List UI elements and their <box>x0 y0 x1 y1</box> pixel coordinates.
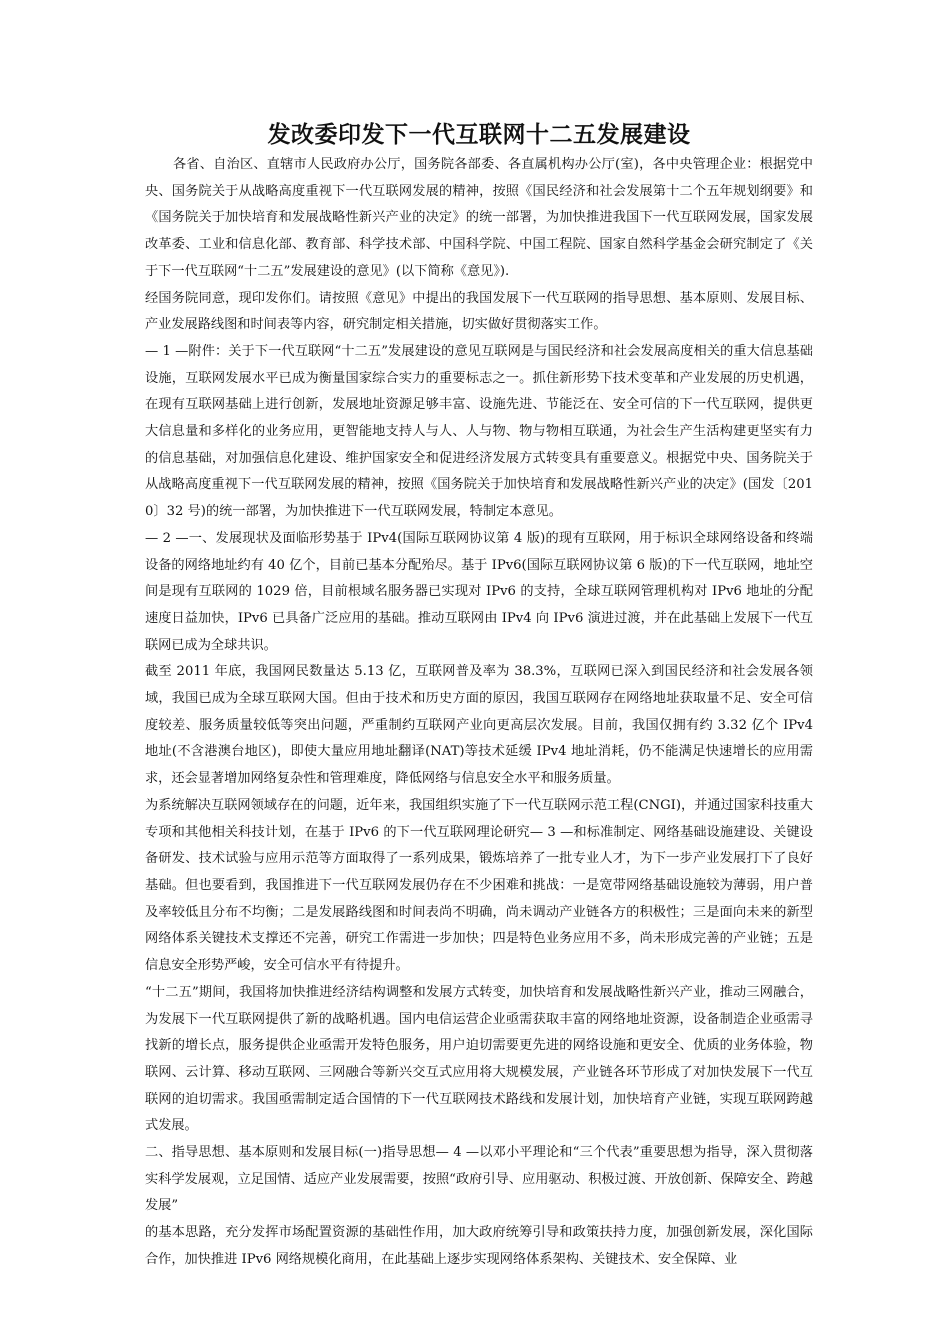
document-title: 发改委印发下一代互联网十二五发展建设 <box>267 122 691 148</box>
paragraph-attachment-intro: — 1 —附件：关于下一代互联网“十二五”发展建设的意见互联网是与国民经济和社会发展高度相关的重大信息基础设施，互联网发展水平已成为衡量国家综合实力的重要标志之一。抓住新形势下技术变革和产业发展的历史机遇，在现有互联网基础上进行创新，发展地址资源足够丰富、设施先进、节能泛在、安全可信的下一代互联网，提供更大信息量和多样化的业务应用，更智能地支持人与人、人与物、物与物相互联通，为社会生产生活构建更坚实有力的信息基础，对加强信息化建设、维护国家安全和促进经济发展方式转变具有重要意义。根据党中央、国务院关于从战略高度重视下一代互联网发展的精神，按照《国务院关于加快培育和发展战略性新兴产业的决定》(国发〔2010〕32 号)的统一部署，为加快推进下一代互联网发展，特制定本意见。 <box>145 343 813 520</box>
paragraph-opportunities: “十二五”期间，我国将加快推进经济结构调整和发展方式转变，加快培育和发展战略性新兴产业，推动三网融合，为发展下一代互联网提供了新的战略机遇。国内电信运营企业亟需获取丰富的网络地址资源，设备制造企业亟需寻找新的增长点，服务提供企业亟需开发特色服务，用户迫切需要更先进的网络设施和更安全、优质的业务体验，物联网、云计算、移动互联网、三网融合等新兴交互式应用将大规模发展，产业链各环节形成了对加快发展下一代互联网的迫切需求。我国亟需制定适合国情的下一代互联网技术路线和发展计划，加快培育产业链，实现互联网跨越式发展。 <box>145 984 813 1134</box>
paragraph-guiding-ideology: 二、指导思想、基本原则和发展目标(一)指导思想— 4 —以邓小平理论和“三个代表”重要思想为指导，深入贯彻落实科学发展观，立足国情、适应产业发展需要，按照“政府引导、应用驱动、积极过渡、开放创新、保障安全、跨越发展” <box>145 1145 813 1214</box>
paragraph-status-ipv6: — 2 —一、发展现状及面临形势基于 IPv4(国际互联网协议第 4 版)的现有互联网，用于标识全球网络设备和终端设备的网络地址约有 40 亿个，目前已基本分配殆尽。基于 IPv6(国际互联网协议第 6 版)的下一代互联网，地址空间是现有互联网的 1029 倍，目前根域名服务器已实现对 IPv6 的支持，全球互联网管理机构对 IPv6 地址的分配速度日益加快，IPv6 已具备广泛应用的基础。推动互联网由 IPv4 向 IPv6 演进过渡，并在此基础上发展下一代互联网已成为全球共识。 <box>145 530 813 653</box>
paragraph-addressees: 各省、自治区、直辖市人民政府办公厅，国务院各部委、各直属机构办公厅(室)，各中央管理企业：根据党中央、国务院关于从战略高度重视下一代互联网发展的精神，按照《国民经济和社会发展第十二个五年规划纲要》和《国务院关于加快培育和发展战略性新兴产业的决定》的统一部署，为加快推进我国下一代互联网发展，国家发展改革委、工业和信息化部、教育部、科学技术部、中国科学院、中国工程院、国家自然科学基金会研究制定了《关于下一代互联网“十二五”发展建设的意见》(以下简称《意见》). <box>145 157 813 279</box>
document-page <box>145 118 813 1274</box>
paragraph-status-china: 截至 2011 年底，我国网民数量达 5.13 亿，互联网普及率为 38.3%，互联网已深入到国民经济和社会发展各领域，我国已成为全球互联网大国。但由于技术和历史方面的原因，我国互联网存在网络地址获取量不足、安全可信度较差、服务质量较低等突出问题，严重制约互联网产业向更高层次发展。目前，我国仅拥有约 3.32 亿个 IPv4 地址(不含港澳台地区)，即使大量应用地址翻译(NAT)等技术延缓 IPv4 地址消耗，仍不能满足快速增长的应用需求，还会显著增加网络复杂性和管理难度，降低网络与信息安全水平和服务质量。 <box>145 664 813 787</box>
paragraph-approval: 经国务院同意，现印发你们。请按照《意见》中提出的我国发展下一代互联网的指导思想、基本原则、发展目标、产业发展路线图和时间表等内容，研究制定相关措施，切实做好贯彻落实工作。 <box>145 290 813 333</box>
paragraph-challenges: 为系统解决互联网领域存在的问题，近年来，我国组织实施了下一代互联网示范工程(CNGI)，并通过国家科技重大专项和其他相关科技计划，在基于 IPv6 的下一代互联网理论研究— 3 —和标准制定、网络基础设施建设、关键设备研发、技术试验与应用示范等方面取得了一系列成果，锻炼培养了一批专业人才，为下一步产业发展打下了良好基础。但也要看到，我国推进下一代互联网发展仍存在不少困难和挑战：一是宽带网络基础设施较为薄弱，用户普及率较低且分布不均衡；二是发展路线图和时间表尚不明确，尚未调动产业链各方的积极性；三是面向未来的新型网络体系关键技术支撑还不完善，研究工作需进一步加快；四是特色业务应用不多，尚未形成完善的产业链；五是信息安全形势严峻，安全可信水平有待提升。 <box>145 797 813 974</box>
paragraph-basic-approach: 的基本思路，充分发挥市场配置资源的基础性作用，加大政府统筹引导和政策扶持力度，加强创新发展，深化国际合作，加快推进 IPv6 网络规模化商用，在此基础上逐步实现网络体系架构、关键技术、安全保障、业 <box>145 1225 813 1267</box>
